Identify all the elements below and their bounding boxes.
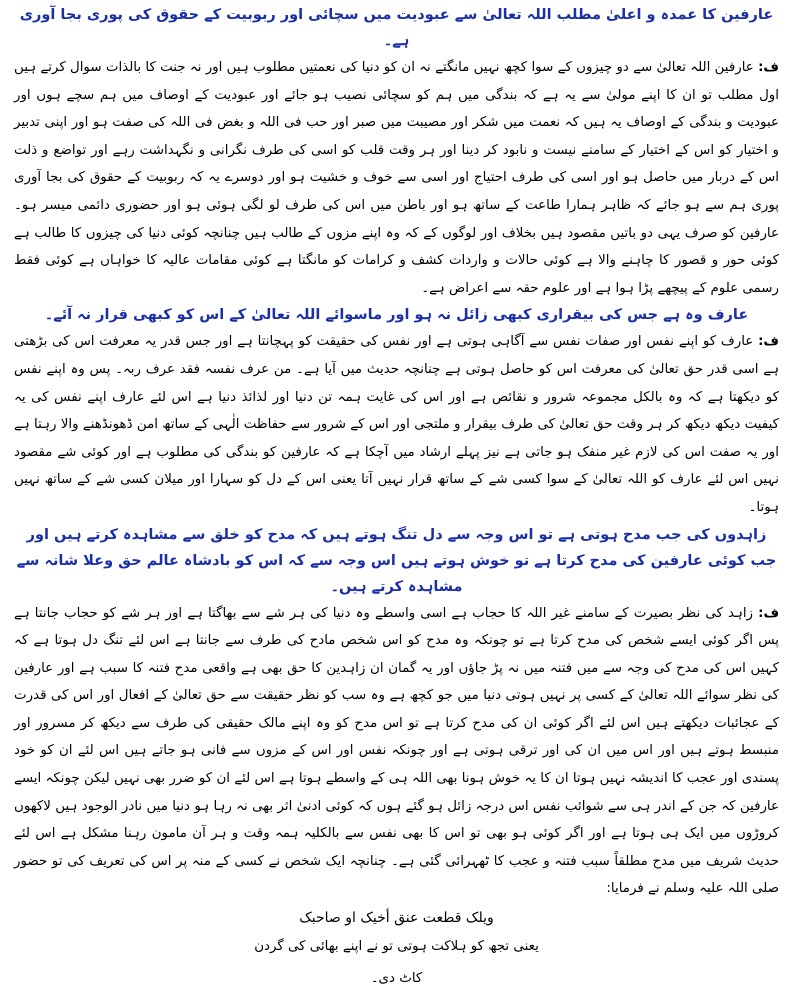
- quote-translation: یعنی تجھ کو ہلاکت ہوتی تو نے اپنے بھائی کی گردن: [254, 939, 539, 955]
- body-paragraph: [14, 600, 779, 904]
- body-paragraph: [14, 328, 779, 521]
- section-heading: عارف وہ ہے جس کی بیقراری کبھی زائل نہ ہو اور ماسوائے اللہ تعالیٰ کے اس کو کبھی قرار نہ آئے۔: [44, 307, 749, 324]
- paragraph-text: عارفین اللہ تعالیٰ سے دو چیزوں کے سوا کچھ نہیں مانگتے نہ ان کو دنیا کی نعمتیں مطلوب ہیں اور نہ جنت کا بالذات سوال کرتے ہیں اول مطلب تو ان کا اپنے مولیٰ سے یہ ہے کہ بندگی میں ہم کو سچائی نصیب ہو جائے اور عبودیت کے اوصاف میں ہم سچے ہوں اور عبودیت و بندگی کے اوصاف یہ ہیں کہ نعمت میں شکر اور مصیبت میں صبر اور حب فی اللہ و بغض فی اللہ کی صفت ہو اور اپنی تدبیر و اختیار کو اس کے اختیار کے سامنے نیست و نابود کر دینا اور ہر وقت قلب کو اسی کی طرف نگرانی و نگہداشت رہے اور تواضع و ذلت اس کے دربار میں حاصل ہو اور اسی کی طرف احتیاج اور اسی سے خوف و خشیت ہو اور دوسرے یہ کہ ربوبیت کے حقوق کی بجا آوری پوری ہم سے ہو جائے کہ ظاہر ہمارا طاعت کے ساتھ ہو اور باطن میں اس کی طرف لو لگی ہوئی ہو اور حضوری دائمی میسر ہو۔ عارفین کو صرف یہی دو باتیں مقصود ہیں بخلاف اور لوگوں کے کہ وہ اپنے مزوں کے طالب ہیں چنانچہ کوئی دنیا کی چیزوں کا طالب ہے کوئی حور و قصور کا چاہنے والا ہے کوئی حالات و واردات کشف و کرامات کو مانگتا ہے کوئی مقامات عالیہ کا خواہاں ہے کوئی فقط رسمی علوم کے پیچھے پڑا ہوا ہے اور علوم حقہ سے اعراض ہے۔: [14, 60, 779, 296]
- fayda-label: ف:: [758, 605, 780, 621]
- section-heading: زاہدوں کی جب مدح ہوتی ہے تو اس وجہ سے دل تنگ ہوتے ہیں کہ مدح کو خلق سے مشاہدہ کرتے ہیں اور جب کوئی عارفین کی مدح کرتا ہے تو خوش ہوتے ہیں اس وجہ سے کہ اس کو بادشاہ عالم حق وعلا شانہ سے مشاہدہ کرتے ہیں۔: [16, 526, 777, 595]
- body-paragraph: [14, 54, 779, 302]
- paragraph-text: عارف کو اپنے نفس اور صفات نفس سے آگاہی ہوتی ہے اور نفس کی حقیقت کو پہچانتا ہے اور جس قدر یہ معرفت اس کی بڑھتی ہے اسی قدر حق تعالیٰ کی معرفت اس کو حاصل ہوتی ہے چنانچہ حدیث میں آیا ہے۔ من عرف نفسہ فقد عرف ربہ۔ پس وہ اپنے نفس کو دیکھتا ہے کہ وہ بالکل مجموعہ شرور و نقائص ہے اور اس کی غایت ہمہ تن دنیا اور لذائذ دنیا ہے اس لئے عارف اپنے نفس کی یہ کیفیت دیکھ دیکھ کر ہر وقت حق تعالیٰ کی طرف بیقرار و ملتجی اور اس کے شرور سے حفاظت الٰہی کے ساتھ امن ڈھونڈھنے والا رہتا ہے اور یہ صفت اس کی لازم غیر منفک ہو جاتی ہے نیز پہلے ارشاد میں آچکا ہے کہ عارفین کو بندگی کی مطلوب ہے اور کوئی شے مقصود نہیں اس لئے عارف کو اللہ تعالیٰ کے سوا کسی شے کے ساتھ قرار نہیں آتا یعنی اس کے دل کو سہارا اور میلان کسی شے کے ساتھ نہیں ہوتا۔: [14, 334, 779, 515]
- hadith-quote: ویلک قطعت عنق أخیک او صاحبک: [299, 910, 494, 927]
- section-heading: عارفین کا عمدہ و اعلیٰ مطلب اللہ تعالیٰ سے عبودیت میں سچائی اور ربوبیت کے حقوق کی پوری بجا آوری ہے۔: [19, 7, 774, 49]
- quote-translation-continued: کاٹ دی۔: [370, 971, 423, 987]
- paragraph-text: زاہد کی نظر بصیرت کے سامنے غیر اللہ کا حجاب ہے اسی واسطے وہ دنیا کی ہر شے سے بھاگتا ہے اور ہر شے کو حجاب جانتا ہے پس اگر کوئی ایسے شخص کی مدح کرتا ہے تو چونکہ وہ مدح کو اس شخص مادح کی طرف سے جانتا ہے اس لئے تنگ دل ہوتا ہے کہ کہیں اس کی مدح کی وجہ سے میں فتنہ میں نہ پڑ جاؤں اور یہ گمان ان زاہدین کا حق بھی ہے واقعی مدح فتنہ کا سبب ہے اور عارفین کی نظر سوائے اللہ تعالیٰ کے کسی پر نہیں ہوتی دنیا میں جو کچھ ہے وہ سب کو نظر حقیقت سے حق تعالیٰ کے افعال اور اس کی قدرت کے عجائبات دیکھتے ہیں اس لئے اگر کوئی ان کی مدح کرتا ہے تو اس مدح کو وہ اپنے مالک حقیقی کی طرف سے دیکھ کر مسرور اور منبسط ہوتے ہیں اور اس میں ان کی اور ترقی ہوتی ہے اور چونکہ نفس اور اس کے مزوں سے فانی ہو جاتے ہیں اس لئے ان کو خود پسندی اور عجب کا اندیشہ نہیں ہوتا ان کا یہ خوش ہونا بھی اللہ ہی کے واسطے ہوتا ہے اس لئے ان کو ضرر بھی نہیں لیکن چونکہ ایسے عارفین کہ جن کے اندر ہی سے شوائب نفس اس درجہ زائل ہو گئے ہوں کہ کوئی ادنیٰ اثر بھی نہ رہا ہو دنیا میں نادر الوجود ہیں لاکھوں کروڑوں میں ایک ہی ہوتا ہے اور اگر کوئی ہو بھی تو اس کا بھی نفس سے بالکلیہ ہمہ وقت و ہر آن مامون رہنا مشکل ہے اس لئے حدیث شریف میں مدح مطلقاً سبب فتنہ و عجب کا ٹھہرائی گئی ہے۔ چنانچہ ایک شخص نے کسی کے منہ پر اس کی تعریف کی تو حضور صلی اللہ علیہ وسلم نے فرمایا:: [14, 605, 779, 897]
- fayda-label: ف:: [758, 334, 779, 350]
- fayda-label: ف:: [758, 60, 779, 75]
